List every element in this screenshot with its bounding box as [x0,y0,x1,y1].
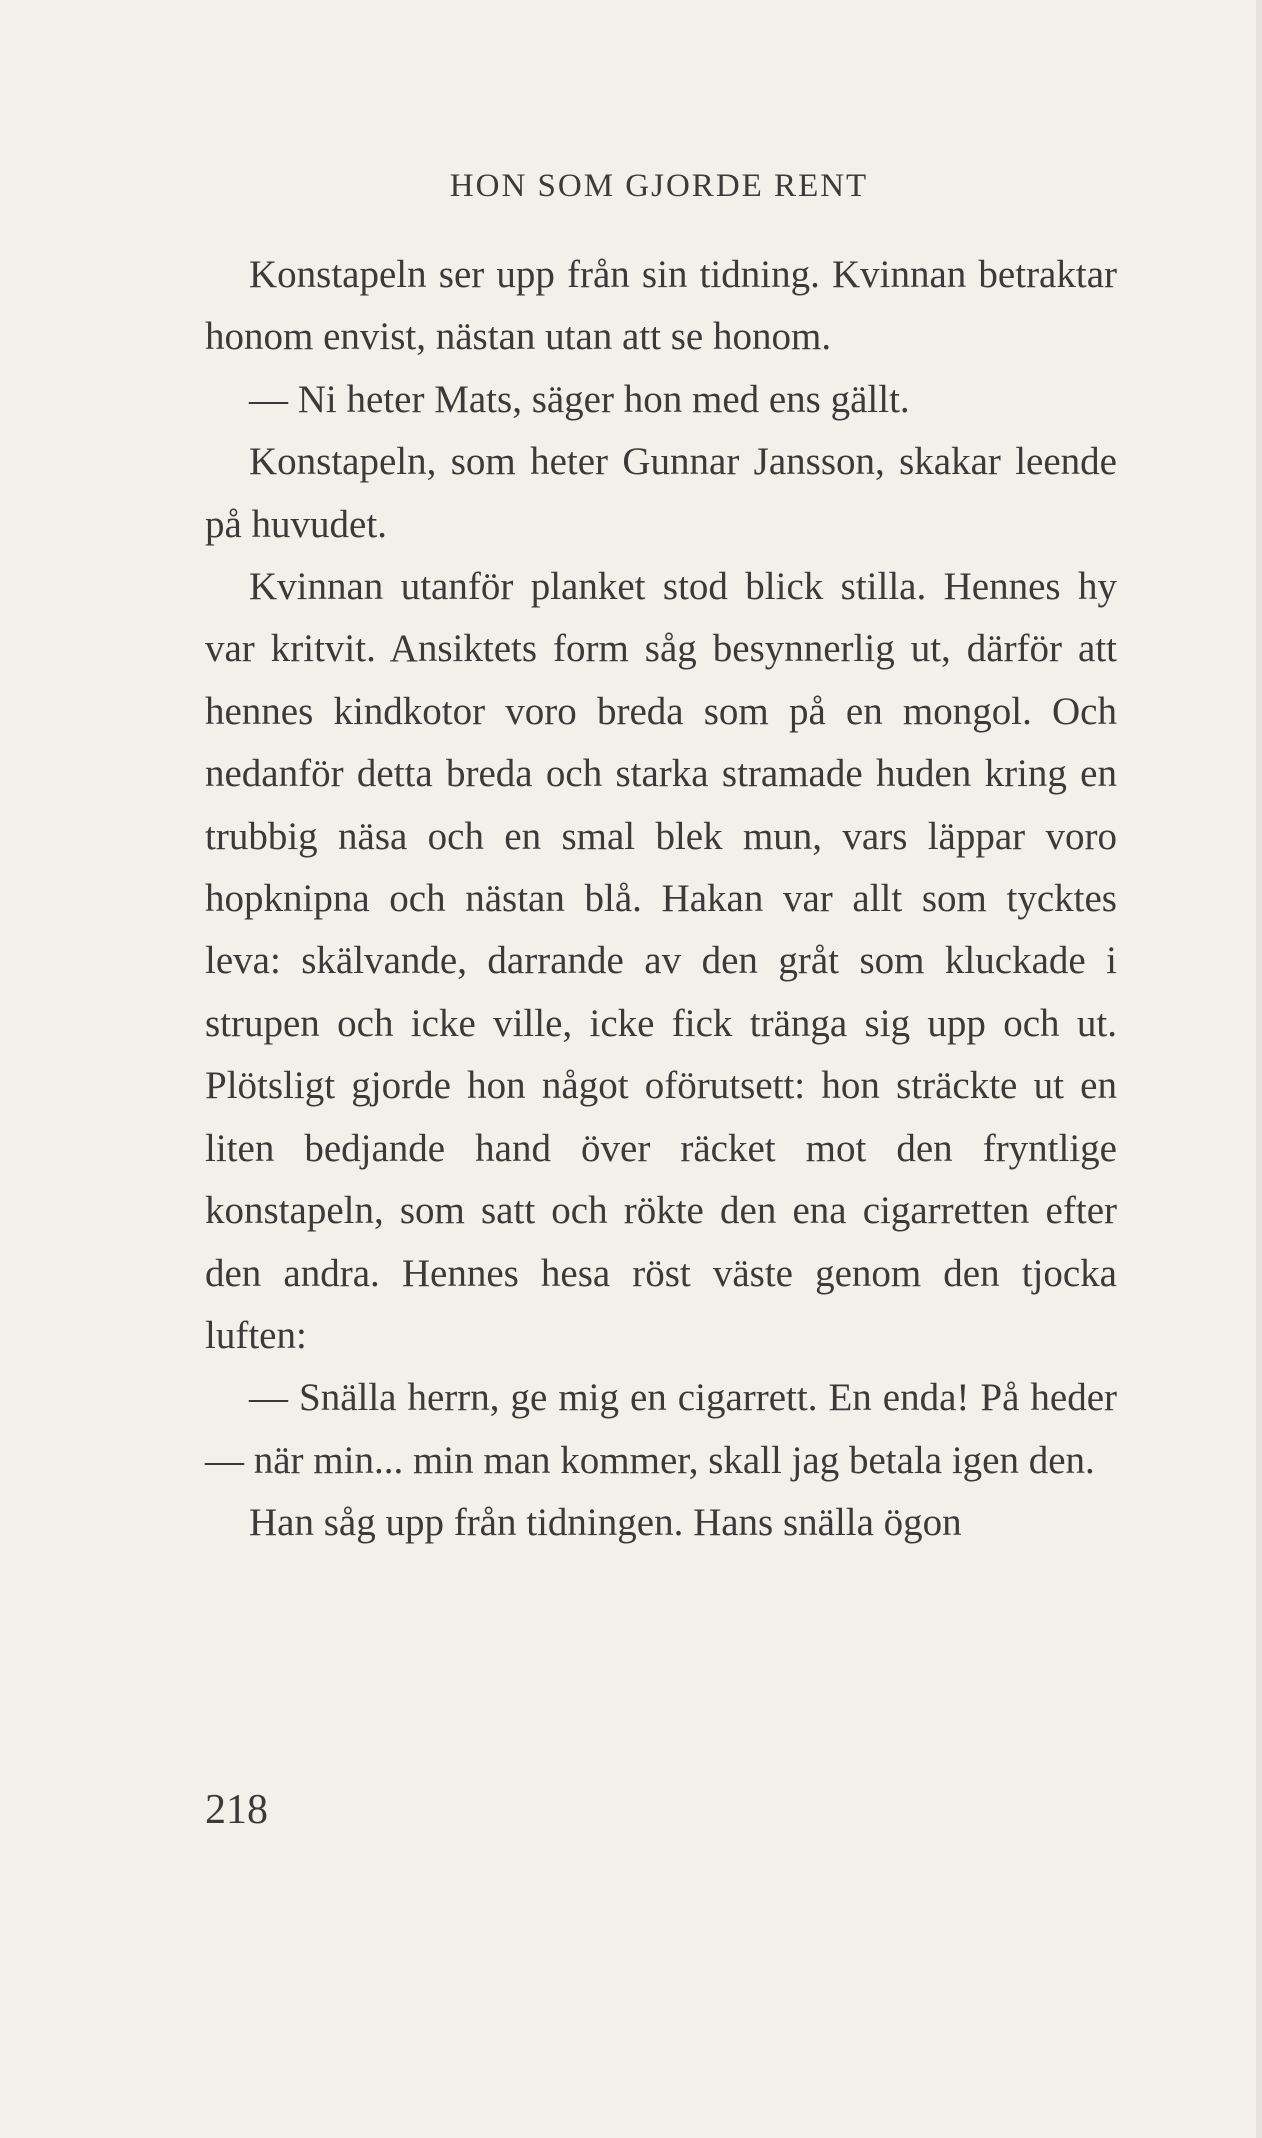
page-edge [1256,0,1262,2138]
paragraph-1: Konstapeln ser upp från sin tidning. Kvinnan betraktar honom envist, nästan utan att se honom. [205,253,1117,359]
running-head: HON SOM GJORDE RENT [449,168,869,204]
paragraph-4: Kvinnan utanför planket stod blick stilla. Hennes hy var kritvit. Ansiktets form såg besynnerlig ut, därför att hennes kindkotor voro breda som på en mongol. Och nedanför detta breda och starka stramade huden kring en trubbig näsa och en smal blek mun, vars läppar voro hopknipna och nästan blå. Hakan var allt som tycktes leva: skälvande, darrande av den gråt som kluckade i strupen och icke ville, icke fick tränga sig upp och ut. Plötsligt gjorde hon något oförutsett: hon sträckte ut en liten bedjande hand över räcket mot den fryntlige konstapeln, som satt och rökte den ena cigarretten efter den andra. Hennes hesa röst väste genom den tjocka luften: [205,565,1117,1357]
page-number: 218 [205,1787,268,1833]
body-text [205,244,1117,1555]
paragraph-3: Konstapeln, som heter Gunnar Jansson, skakar leende på huvudet. [205,440,1117,546]
paragraph-5: — Snälla herrn, ge mig en cigarrett. En enda! På heder — när min... min man kommer, skall jag betala igen den. [205,1376,1117,1482]
paragraph-6: Han såg upp från tidningen. Hans snälla ögon [249,1501,962,1545]
paragraph-2: — Ni heter Mats, säger hon med ens gällt. [249,377,910,421]
